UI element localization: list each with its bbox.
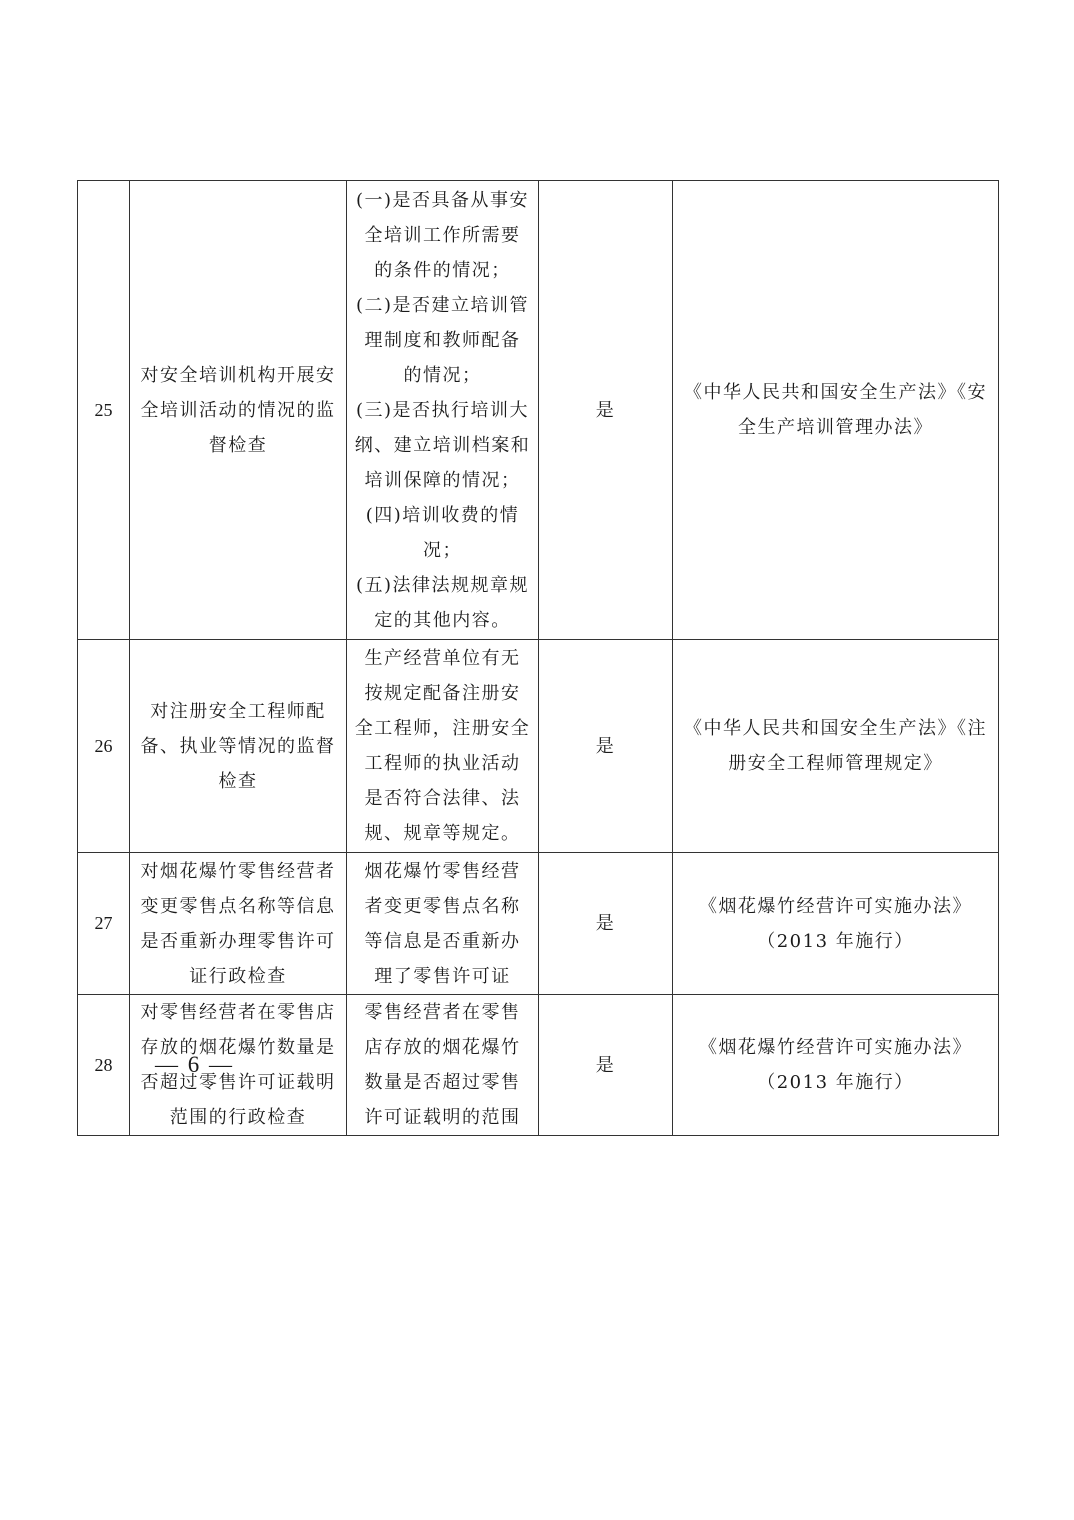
yes-flag: 是 bbox=[539, 181, 673, 640]
admin-inspection-table bbox=[77, 180, 999, 1136]
content-line: 者变更零售点名称 bbox=[364, 895, 521, 917]
content-line: 等信息是否重新办 bbox=[364, 930, 521, 952]
content-line: 全工程师，注册安全 bbox=[354, 718, 531, 739]
content-line: 许可证载明的范围 bbox=[364, 1107, 521, 1128]
content-line: 按规定配备注册安 bbox=[364, 683, 521, 704]
table-row bbox=[78, 853, 999, 995]
content-line: 工程师的执业活动 bbox=[364, 753, 521, 774]
inspection-item: 对零售经营者在零售店存放的烟花爆竹数量是否超过零售许可证载明范围的行政检查 bbox=[130, 995, 347, 1136]
content-line: 定的其他内容。 bbox=[374, 609, 511, 631]
inspection-item: 对注册安全工程师配备、执业等情况的监督检查 bbox=[130, 640, 347, 853]
content-line: 全培训工作所需要 bbox=[364, 224, 521, 246]
legal-basis: 《中华人民共和国安全生产法》《注册安全工程师管理规定》 bbox=[673, 640, 999, 853]
content-line: 零售经营者在零售 bbox=[364, 1002, 521, 1023]
content-line: (三)是否执行培训大 bbox=[355, 399, 530, 421]
table-row bbox=[78, 640, 999, 853]
content-line: 生产经营单位有无 bbox=[364, 648, 521, 669]
page-number: — 6 — bbox=[155, 1052, 234, 1077]
row-number: 28 bbox=[78, 995, 130, 1136]
content-line: 纲、建立培训档案和 bbox=[354, 434, 531, 456]
inspection-item: 对安全培训机构开展安全培训活动的情况的监督检查 bbox=[130, 181, 347, 640]
content-line: 规、规章等规定。 bbox=[364, 823, 521, 844]
row-number: 26 bbox=[78, 640, 130, 853]
content-line: (二)是否建立培训管 bbox=[355, 294, 530, 316]
content-line: 数量是否超过零售 bbox=[364, 1072, 521, 1093]
content-line: 店存放的烟花爆竹 bbox=[364, 1037, 521, 1058]
legal-basis: 《烟花爆竹经营许可实施办法》（2013 年施行） bbox=[673, 853, 999, 995]
inspection-content bbox=[347, 853, 539, 995]
content-line: 理了零售许可证 bbox=[374, 965, 511, 987]
yes-flag: 是 bbox=[539, 995, 673, 1136]
content-line: 培训保障的情况； bbox=[364, 469, 521, 491]
content-line: (四)培训收费的情 bbox=[365, 504, 520, 526]
row-number: 25 bbox=[78, 181, 130, 640]
inspection-content bbox=[347, 640, 539, 853]
legal-basis: 《烟花爆竹经营许可实施办法》（2013 年施行） bbox=[673, 995, 999, 1136]
content-line: 是否符合法律、法 bbox=[364, 788, 521, 809]
content-line: 况； bbox=[423, 539, 462, 561]
yes-flag: 是 bbox=[539, 853, 673, 995]
content-line: 的情况； bbox=[403, 364, 482, 386]
row-number: 27 bbox=[78, 853, 130, 995]
content-line: 理制度和教师配备 bbox=[364, 329, 521, 351]
content-line: (五)法律法规规章规 bbox=[355, 574, 530, 596]
inspection-item: 对烟花爆竹零售经营者变更零售点名称等信息是否重新办理零售许可证行政检查 bbox=[130, 853, 347, 995]
legal-basis: 《中华人民共和国安全生产法》《安全生产培训管理办法》 bbox=[673, 181, 999, 640]
content-line: 烟花爆竹零售经营 bbox=[364, 860, 521, 882]
content-line: (一)是否具备从事安 bbox=[355, 189, 530, 211]
inspection-content bbox=[347, 181, 539, 640]
inspection-content bbox=[347, 995, 539, 1136]
table-row bbox=[78, 181, 999, 640]
yes-flag: 是 bbox=[539, 640, 673, 853]
content-line: 的条件的情况； bbox=[374, 259, 511, 281]
